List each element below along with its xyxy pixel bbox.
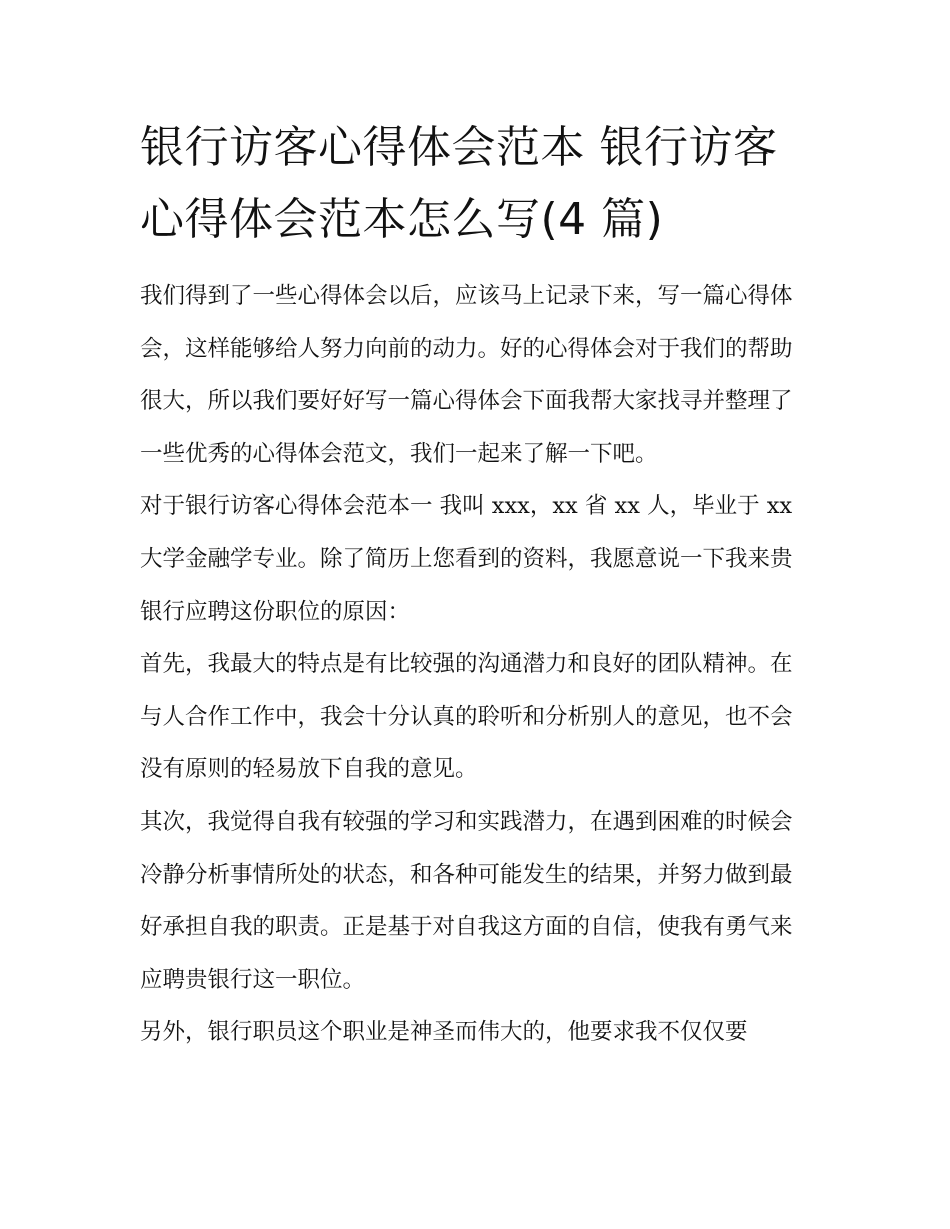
document-title: 银行访客心得体会范本 银行访客心得体会范本怎么写(4 篇)	[140, 122, 778, 245]
paragraph-sample-one: 对于银行访客心得体会范本一 我叫 xxx，xx 省 xx 人，毕业于 xx 大学金融学专业。除了简历上您看到的资料，我愿意说一下我来贵银行应聘这份职位的原因：	[140, 493, 793, 625]
paragraph-intro: 我们得到了一些心得体会以后，应该马上记录下来，写一篇心得体会，这样能够给人努力向前的动力。好的心得体会对于我们的帮助很大，所以我们要好好写一篇心得体会下面我帮大家找寻并整理了一些优秀的心得体会范文，我们一起来了解一下吧。	[140, 283, 793, 467]
paragraph-third-point: 另外，银行职员这个职业是神圣而伟大的，他要求我不仅仅要	[140, 1019, 748, 1046]
paragraph-second-point: 其次，我觉得自我有较强的学习和实践潜力，在遇到困难的时候会冷静分析事情所处的状态，和各种可能发生的结果，并努力做到最好承担自我的职责。正是基于对自我这方面的自信，使我有勇气来应聘贵银行这一职位。	[140, 808, 793, 993]
document-body	[140, 112, 812, 1059]
paragraph-first-point: 首先，我最大的特点是有比较强的沟通潜力和良好的团队精神。在与人合作工作中，我会十分认真的聆听和分析别人的意见，也不会没有原则的轻易放下自我的意见。	[140, 651, 793, 783]
